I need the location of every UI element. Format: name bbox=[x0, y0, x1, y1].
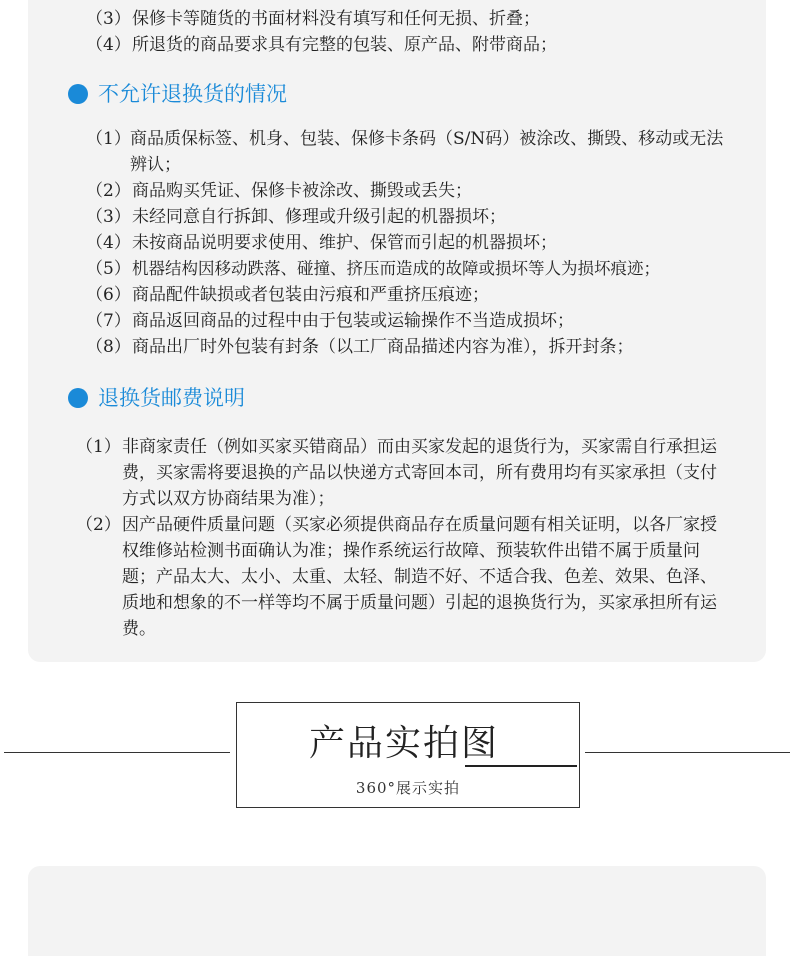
shipping-list bbox=[76, 434, 724, 642]
section-title-text: 退换货邮费说明 bbox=[98, 386, 245, 410]
item-number: （4） bbox=[86, 35, 131, 55]
section-title-no-return bbox=[68, 80, 287, 108]
item-text: 非商家责任（例如买家买错商品）而由买家发起的退货行为，买家需自行承担运费，买家需将要退换的产品以快递方式寄回本司，所有费用均有买家承担（支付方式以双方协商结果为准）； bbox=[122, 437, 717, 509]
list-item bbox=[86, 230, 726, 256]
photo-section-header bbox=[236, 702, 580, 808]
list-item bbox=[86, 6, 726, 32]
photo-panel bbox=[28, 866, 766, 956]
title-underline bbox=[465, 765, 577, 767]
list-item bbox=[86, 282, 726, 308]
bullet-dot-icon bbox=[68, 388, 88, 408]
list-item bbox=[86, 32, 726, 58]
top-list bbox=[86, 6, 726, 58]
divider-right bbox=[585, 752, 790, 753]
item-text: 因产品硬件质量问题（买家必须提供商品存在质量问题有相关证明，以各厂家授权维修站检测书面确认为准；操作系统运行故障、预装软件出错不属于质量问题；产品太大、太小、太重、太轻、制造不好、不适合我、色差、效果、色泽、质地和想象的不一样等均不属于质量问题）引起的退换货行为，买家承担所有运费。 bbox=[122, 515, 717, 639]
photo-section-subtitle: 360°展示实拍 bbox=[355, 779, 461, 797]
list-item bbox=[86, 308, 726, 334]
item-text: 保修卡等随货的书面材料没有填写和任何无损、折叠； bbox=[132, 9, 540, 29]
item-number: （5） bbox=[86, 259, 131, 279]
divider-left bbox=[4, 752, 230, 753]
item-number: （4） bbox=[86, 233, 131, 253]
item-number: （8） bbox=[86, 337, 131, 357]
item-text: 商品质保标签、机身、包装、保修卡条码（S/N码）被涂改、撕毁、移动或无法辨认； bbox=[130, 129, 724, 175]
list-item bbox=[86, 334, 726, 360]
item-text: 机器结构因移动跌落、碰撞、挤压而造成的故障或损坏等人为损坏痕迹； bbox=[132, 259, 660, 278]
list-item bbox=[86, 126, 726, 178]
item-number: （2） bbox=[76, 515, 121, 535]
list-item bbox=[86, 256, 726, 282]
list-item bbox=[86, 178, 726, 204]
item-text: 未按商品说明要求使用、维护、保管而引起的机器损坏； bbox=[132, 233, 557, 253]
item-number: （2） bbox=[86, 181, 131, 201]
no-return-list bbox=[86, 126, 726, 360]
item-text: 商品配件缺损或者包装由污痕和严重挤压痕迹； bbox=[132, 285, 489, 305]
list-item bbox=[76, 512, 724, 642]
item-number: （7） bbox=[86, 311, 131, 331]
item-text: 未经同意自行拆卸、修理或升级引起的机器损坏； bbox=[132, 207, 506, 227]
item-number: （1） bbox=[86, 129, 131, 149]
item-number: （3） bbox=[86, 207, 131, 227]
section-title-text: 不允许退换货的情况 bbox=[98, 82, 287, 106]
item-text: 所退货的商品要求具有完整的包装、原产品、附带商品； bbox=[132, 35, 557, 55]
item-text: 商品购买凭证、保修卡被涂改、撕毁或丢失； bbox=[132, 181, 472, 201]
list-item bbox=[86, 204, 726, 230]
list-item bbox=[76, 434, 724, 512]
photo-section-title: 产品实拍图 bbox=[309, 723, 500, 764]
bullet-dot-icon bbox=[68, 84, 88, 104]
item-number: （3） bbox=[86, 9, 131, 29]
item-number: （1） bbox=[76, 437, 121, 457]
item-text: 商品返回商品的过程中由于包装或运输操作不当造成损坏； bbox=[132, 311, 574, 331]
item-number: （6） bbox=[86, 285, 131, 305]
item-text: 商品出厂时外包装有封条（以工厂商品描述内容为准），拆开封条； bbox=[132, 337, 634, 357]
section-title-shipping bbox=[68, 384, 245, 412]
